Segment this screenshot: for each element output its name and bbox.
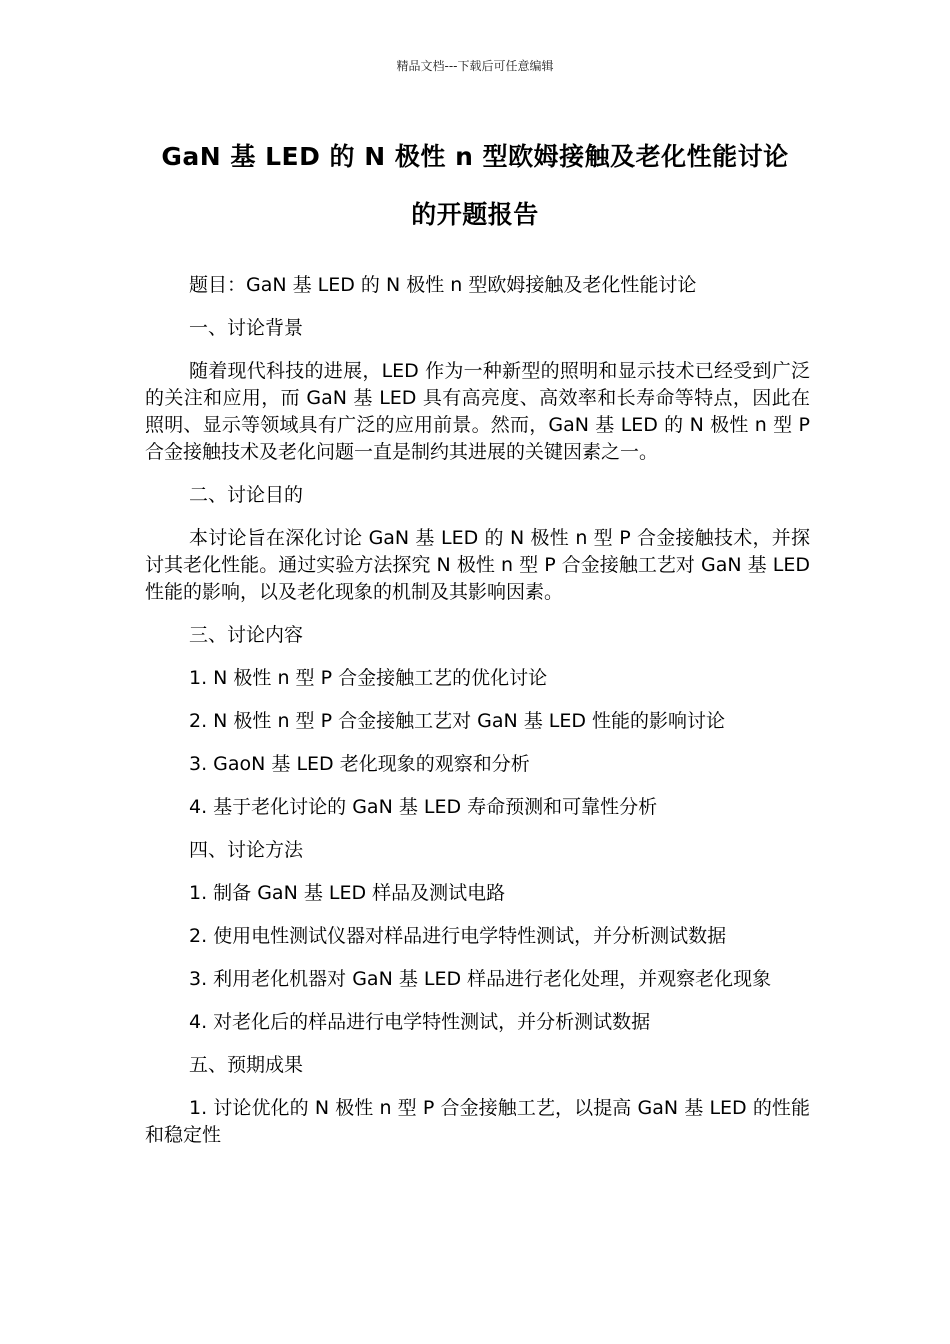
results-item-1: 1. 讨论优化的 N 极性 n 型 P 合金接触工艺，以提高 GaN 基 LED 的性能和稳定性 [145, 1097, 810, 1146]
topic-line: 题目：GaN 基 LED 的 N 极性 n 型欧姆接触及老化性能讨论 [189, 274, 697, 296]
content-item-4: 4. 基于老化讨论的 GaN 基 LED 寿命预测和可靠性分析 [189, 796, 658, 818]
method-item-3: 3. 利用老化机器对 GaN 基 LED 样品进行老化处理，并观察老化现象 [189, 968, 772, 990]
section-heading-method: 四、讨论方法 [189, 839, 304, 861]
page-header: 精品文档---下载后可任意编辑 [396, 59, 554, 73]
document-body [145, 272, 810, 1165]
section-heading-results: 五、预期成果 [189, 1054, 304, 1076]
section-heading-background: 一、讨论背景 [189, 317, 304, 339]
section-heading-content: 三、讨论内容 [189, 624, 304, 646]
purpose-paragraph: 本讨论旨在深化讨论 GaN 基 LED 的 N 极性 n 型 P 合金接触技术，并探讨其老化性能。通过实验方法探究 N 极性 n 型 P 合金接触工艺对 GaN 基 LED 性能的影响，以及老化现象的机制及其影响因素。 [145, 527, 810, 603]
title-line-1: GaN 基 LED 的 N 极性 n 型欧姆接触及老化性能讨论 [161, 142, 789, 171]
method-item-4: 4. 对老化后的样品进行电学特性测试，并分析测试数据 [189, 1011, 651, 1033]
title-line-2: 的开题报告 [411, 200, 539, 229]
content-item-3: 3. GaoN 基 LED 老化现象的观察和分析 [189, 753, 530, 775]
method-item-2: 2. 使用电性测试仪器对样品进行电学特性测试，并分析测试数据 [189, 925, 727, 947]
content-item-1: 1. N 极性 n 型 P 合金接触工艺的优化讨论 [189, 667, 548, 689]
method-item-1: 1. 制备 GaN 基 LED 样品及测试电路 [189, 882, 506, 904]
section-heading-purpose: 二、讨论目的 [189, 484, 304, 506]
background-paragraph: 随着现代科技的进展，LED 作为一种新型的照明和显示技术已经受到广泛的关注和应用，而 GaN 基 LED 具有高亮度、高效率和长寿命等特点，因此在照明、显示等领域具有广泛的应用前景。然而，GaN 基 LED 的 N 极性 n 型 P 合金接触技术及老化问题一直是制约其进展的关键因素之一。 [145, 360, 810, 463]
content-item-2: 2. N 极性 n 型 P 合金接触工艺对 GaN 基 LED 性能的影响讨论 [189, 710, 726, 732]
